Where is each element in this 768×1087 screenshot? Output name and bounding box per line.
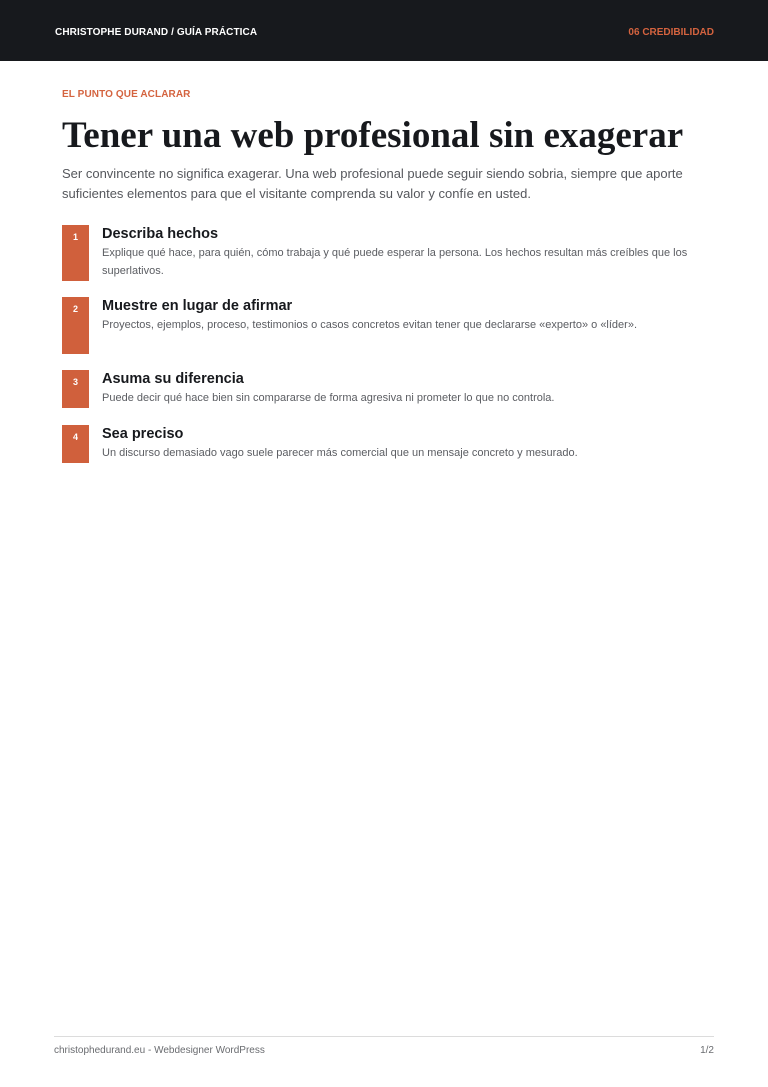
intro-paragraph: Ser convincente no significa exagerar. Una web profesional puede seguir siendo sobria, siempre que aporte suficientes elementos para que el visitante comprenda su valor y confíe en usted. bbox=[62, 166, 683, 201]
point-text: Un discurso demasiado vago suele parecer más comercial que un mensaje concreto y mesurado. bbox=[102, 447, 578, 459]
header-author-label: CHRISTOPHE DURAND / GUÍA PRÁCTICA bbox=[55, 27, 258, 38]
footer-site-text: christophedurand.eu - Webdesigner WordPress bbox=[54, 1045, 265, 1056]
point-body bbox=[102, 297, 692, 335]
point-title: Asuma su diferencia bbox=[102, 371, 244, 387]
point-title: Sea preciso bbox=[102, 426, 184, 442]
point-text: Proyectos, ejemplos, proceso, testimonios o casos concretos evitan tener que declararse «experto» o «líder». bbox=[102, 319, 638, 331]
page-number: 1/2 bbox=[700, 1045, 714, 1056]
point-title: Muestre en lugar de afirmar bbox=[102, 298, 293, 314]
point-text: Puede decir qué hace bien sin compararse de forma agresiva ni prometer lo que no controla. bbox=[102, 392, 555, 404]
page-title: Tener una web profesional sin exagerar bbox=[62, 115, 684, 156]
point-number-badge: 1 bbox=[62, 225, 89, 281]
point-body bbox=[102, 370, 692, 408]
point-number-badge: 2 bbox=[62, 297, 89, 354]
point-body bbox=[102, 425, 692, 463]
point-number-badge: 4 bbox=[62, 425, 89, 463]
section-eyebrow: EL PUNTO QUE ACLARAR bbox=[62, 89, 191, 100]
header-section-label: 06 CREDIBILIDAD bbox=[628, 27, 714, 38]
footer-divider bbox=[54, 1036, 714, 1037]
page-header bbox=[0, 0, 768, 61]
point-title: Describa hechos bbox=[102, 226, 219, 242]
point-body bbox=[102, 225, 692, 280]
point-number-badge: 3 bbox=[62, 370, 89, 408]
point-text: Explique qué hace, para quién, cómo trabaja y qué puede esperar la persona. Los hechos resultan más creíbles que los superlativos. bbox=[102, 247, 688, 277]
